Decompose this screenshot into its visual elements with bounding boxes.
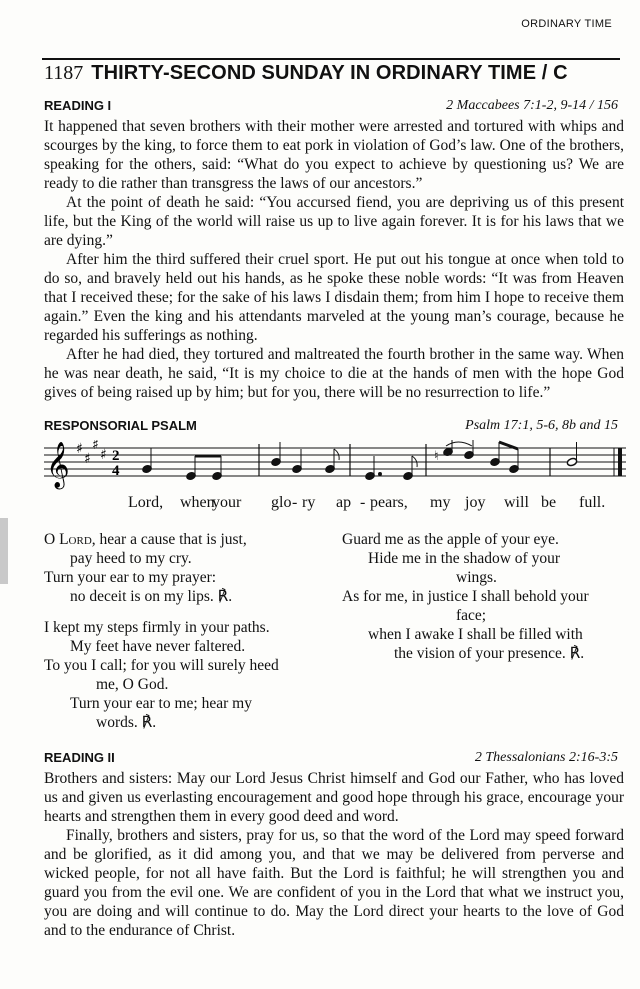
verse-line: Hide me in the shadow of your xyxy=(368,550,560,567)
reading2-paragraph: Finally, brothers and sisters, pray for us, so that the word of the Lord may speed forward and be glorified, as it did among you, and that we may be delivered from perverse and wicked people, for not all have faith. But the Lord is faithful; he will strengthen you and guard you from the evil one. We are confident of you in the Lord that what we instruct you, you are doing and will continue to do. May the Lord direct your hearts to the love of God and to the endurance of Christ. xyxy=(44,827,624,939)
refrain-syllable: when xyxy=(180,494,215,511)
verse-line: I kept my steps firmly in your paths. xyxy=(44,619,270,636)
refrain-syllable: - xyxy=(292,494,298,511)
sunday-title: THIRTY-SECOND SUNDAY IN ORDINARY TIME / C xyxy=(91,62,568,84)
refrain-syllable: your xyxy=(212,494,242,511)
page-title xyxy=(44,62,568,85)
page-tab-marker xyxy=(0,518,8,584)
reading2-heading xyxy=(44,750,618,768)
reading1-text xyxy=(44,117,624,402)
reading2-paragraph: Brothers and sisters: May our Lord Jesus Christ himself and God our Father, who has loved us and given us everlasting encouragement and good hope through his grace, encourage your hearts and strengthen them in every good deed and word. xyxy=(44,770,624,825)
verse-line: pay heed to my cry. xyxy=(70,550,192,567)
svg-text:♮: ♮ xyxy=(434,449,439,464)
psalm-refrain xyxy=(44,494,626,516)
psalm-verses-right xyxy=(342,530,589,663)
svg-text:♯: ♯ xyxy=(84,451,91,467)
psalm-verses-left xyxy=(44,530,279,732)
verse-line: when I awake I shall be filled with xyxy=(368,626,583,643)
svg-text:♯: ♯ xyxy=(100,447,107,463)
verse-line: words. ℟. xyxy=(96,714,157,731)
reading1-heading xyxy=(44,98,618,116)
verse-line: Turn your ear to my prayer: xyxy=(44,569,217,586)
verse-line: face; xyxy=(456,607,487,624)
reading1-label: READING I xyxy=(44,98,112,113)
refrain-syllable: be xyxy=(541,494,557,511)
reading2-label: READING II xyxy=(44,750,115,765)
reading1-paragraph: After he had died, they tortured and maltreated the fourth brother in the same way. When he was near death, he said, “It is my choice to die at the hands of men with the hope God gives of being raised up by him; but for you, there will be no resurrection to life.” xyxy=(44,346,624,401)
verse-line: O Lord, hear a cause that is just, xyxy=(44,531,247,548)
refrain-syllable: pears, xyxy=(370,494,408,511)
verse-line: no deceit is on my lips. ℟. xyxy=(70,588,233,605)
psalm-citation: Psalm 17:1, 5-6, 8b and 15 xyxy=(465,418,618,433)
time-signature-bottom: 4 xyxy=(112,463,120,479)
refrain-syllable: ap xyxy=(336,494,352,511)
refrain-notation xyxy=(44,440,626,500)
psalm-heading xyxy=(44,418,618,436)
reading1-citation: 2 Maccabees 7:1-2, 9-14 / 156 xyxy=(446,98,618,113)
svg-text:♯: ♯ xyxy=(76,441,83,457)
title-rule xyxy=(42,58,620,60)
reading2-text xyxy=(44,769,624,940)
reading1-paragraph: After him the third suffered their cruel sport. He put out his tongue at once when told to do so, and bravely held out his hands, as he spoke these noble words: “It was from Heaven that I received these; for the sake of his laws I disdain them; from him I hope to receive them again.” Even the king and his attendants marveled at the young man’s courage, because he regarded his sufferings as nothing. xyxy=(44,251,624,344)
time-signature-top: 2 xyxy=(112,448,120,464)
verse-line: the vision of your presence. ℟. xyxy=(394,645,585,662)
refrain-syllable: joy xyxy=(465,494,486,511)
running-head: ORDINARY TIME xyxy=(521,18,612,30)
four-sharps-key-icon xyxy=(76,440,107,467)
verse-line: wings. xyxy=(456,569,497,586)
treble-clef-icon: 𝄞 xyxy=(46,442,70,488)
page-number: 1187 xyxy=(44,62,84,84)
refrain-syllable: Lord, xyxy=(128,494,164,511)
psalm-label: RESPONSORIAL PSALM xyxy=(44,418,197,433)
svg-text:♯: ♯ xyxy=(92,440,99,453)
reading2-citation: 2 Thessalonians 2:16-3:5 xyxy=(474,750,618,765)
music-staff xyxy=(44,440,626,500)
verse-line: Guard me as the apple of your eye. xyxy=(342,531,559,548)
verse-line: My feet have never faltered. xyxy=(70,638,246,655)
refrain-syllable: - xyxy=(360,494,366,511)
verse-line: To you I call; for you will surely heed xyxy=(44,657,279,674)
refrain-syllable: will xyxy=(504,494,529,511)
verse-line: me, O God. xyxy=(96,676,169,693)
reading1-paragraph: It happened that seven brothers with their mother were arrested and tortured with whips and scourges by the king, to force them to eat pork in violation of God’s law. One of the brothers, speaking for the others, said: “What do you expect to achieve by questioning us? We are ready to die rather than transgress the laws of our ancestors.” xyxy=(44,118,624,192)
refrain-syllable: my xyxy=(430,494,451,511)
verse-line: As for me, in justice I shall behold your xyxy=(342,588,589,605)
refrain-syllable: glo xyxy=(271,494,292,511)
refrain-syllable: full. xyxy=(579,494,606,511)
refrain-syllable: ry xyxy=(302,494,316,511)
reading1-paragraph: At the point of death he said: “You accursed fiend, you are depriving us of this present life, but the King of the world will raise us up to live again forever. It is for his laws that we are dying.” xyxy=(44,194,624,249)
verse-line: Turn your ear to me; hear my xyxy=(70,695,252,712)
